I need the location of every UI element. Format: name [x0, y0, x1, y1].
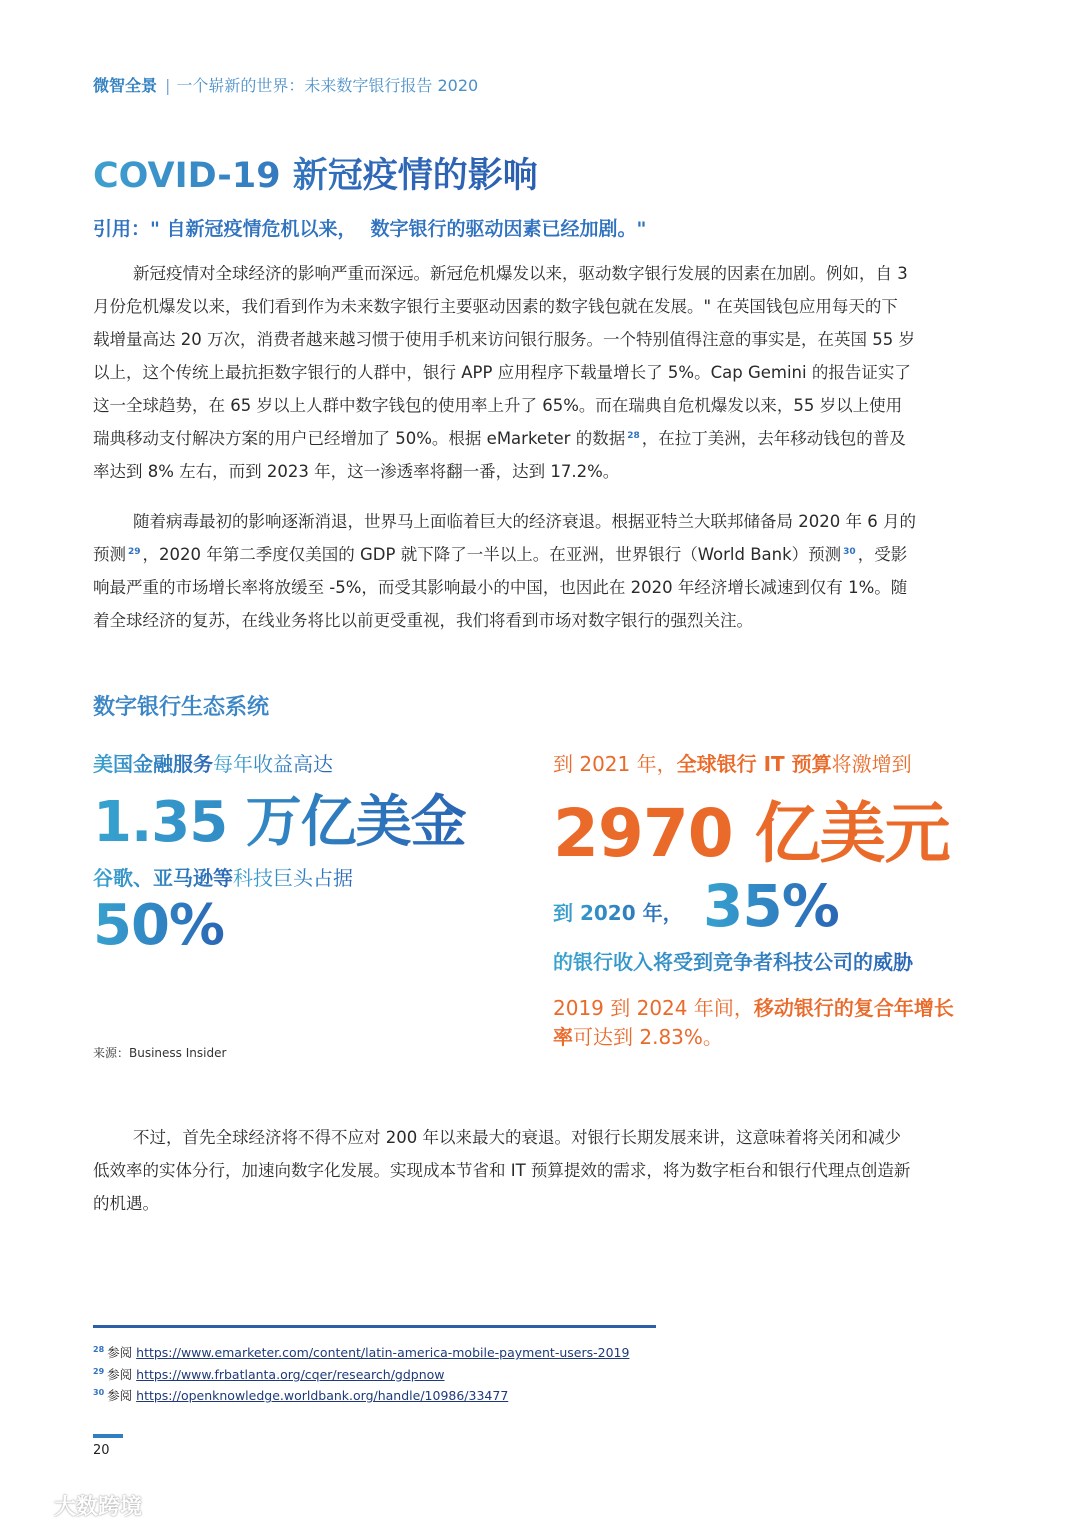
section-heading: 数字银行生态系统 [93, 695, 270, 720]
stat-5-pre: 2019 到 2024 年间， [553, 996, 754, 1020]
stat-2-label [93, 862, 353, 891]
stat-3-label-rest: 将激增到 [831, 752, 912, 776]
stat-3-label-pre: 到 2021 年， [553, 752, 677, 776]
watermark [10, 1490, 142, 1521]
stat-1-value: 1.35 万亿美金 [93, 778, 466, 858]
stat-1-label [93, 748, 333, 777]
stat-4-label-pre [553, 897, 683, 926]
paragraph-line: 的机遇。 [93, 1194, 159, 1213]
paragraph-line: 不过，首先全球经济将不得不应对 200 年以来最大的衰退。对银行长期发展来讲，这意味着将关闭和减少 [133, 1128, 901, 1147]
stat-5-bold: 移动银行的复合年增长 [753, 996, 954, 1020]
stat-5-label [553, 994, 954, 1052]
footnote-label: 参阅 [107, 1345, 133, 1360]
running-header [93, 73, 478, 96]
stat-3-value: 2970 亿美元 [553, 795, 950, 872]
paragraph-line: 响最严重的市场增长率将放缓至 -5%，而受其影响最小的中国，也因此在 2020 年经济增长减速到仅有 1%。随 [93, 578, 908, 597]
footnote-label: 参阅 [107, 1388, 133, 1403]
footnote-link[interactable]: https://www.emarketer.com/content/latin-america-mobile-payment-users-2019 [136, 1345, 630, 1360]
paragraph-line: 随着病毒最初的影响逐渐消退，世界马上面临着巨大的经济衰退。根据亚特兰大联邦储备局 2020 年 6 月的 [133, 512, 916, 531]
quote-line [93, 214, 646, 241]
footnote-ref-28[interactable]: 28 [627, 430, 640, 441]
paragraph-text: 瑞典移动支付解决方案的用户已经增加了 50%。根据 eMarketer 的数据 [93, 429, 626, 448]
paragraph-line: 新冠疫情对全球经济的影响严重而深远。新冠危机爆发以来，驱动数字银行发展的因素在加剧。例如，自 3 [133, 264, 908, 283]
header-report-title: 一个崭新的世界：未来数字银行报告 2020 [176, 76, 479, 95]
stat-3-label-bold: 全球银行 IT 预算 [676, 752, 832, 776]
stat-1-label-rest: 每年收益高达 [213, 752, 333, 776]
paragraph-line: 载增量高达 20 万次，消费者越来越习惯于使用手机来访问银行服务。一个特别值得注意的事实是，在英国 55 岁 [93, 330, 915, 349]
page-number-rule [93, 1434, 123, 1438]
stat-4-value: 35% [703, 872, 839, 940]
stat-1-label-bold: 美国金融服务 [93, 752, 213, 776]
paragraph-text: ，2020 年第二季度仅美国的 GDP 就下降了一半以上。在亚洲，世界银行（World Bank）预测 [142, 545, 842, 564]
footnote-link[interactable]: https://www.frbatlanta.org/cqer/research/gdpnow [136, 1367, 445, 1382]
header-brand: 微智全景 [93, 76, 158, 95]
page-title: COVID-19 新冠疫情的影响 [93, 148, 538, 198]
paragraph-2 [93, 505, 989, 637]
footnote-number: 28 [93, 1344, 105, 1354]
footnote-link[interactable]: https://openknowledge.worldbank.org/handle/10986/33477 [136, 1388, 509, 1403]
paragraph-3 [93, 1121, 989, 1220]
stat-5-rest: 可达到 2.83%。 [573, 1025, 723, 1049]
paragraph-line: 这一全球趋势，在 65 岁以上人群中数字钱包的使用率上升了 65%。而在瑞典自危机爆发以来，55 岁以上使用 [93, 396, 903, 415]
footnote-29 [93, 1365, 445, 1383]
paragraph-text: 预测 [93, 545, 126, 564]
paragraph-line [93, 422, 989, 455]
paragraph-line: 月份危机爆发以来，我们看到作为未来数字银行主要驱动因素的数字钱包就在发展。" 在英国钱包应用每天的下 [93, 297, 898, 316]
stat-4-prefix: 到 2020 年， [553, 901, 683, 925]
stat-4-label-after [553, 946, 913, 975]
footnote-number: 29 [93, 1366, 105, 1376]
watermark-logo-icon [10, 1497, 50, 1519]
footnote-divider [93, 1325, 656, 1328]
quote-prefix: 引用：" 自新冠疫情危机以来， [93, 218, 357, 240]
paragraph-text: ，在拉丁美洲，去年移动钱包的普及 [641, 429, 906, 448]
stat-4-caption: 的银行收入将受到竞争者科技公司的威胁 [553, 950, 913, 974]
footnote-ref-30[interactable]: 30 [843, 546, 856, 557]
footnote-ref-29[interactable]: 29 [128, 546, 141, 557]
page-number: 20 [93, 1443, 110, 1458]
header-separator: | [165, 76, 171, 95]
footnote-30 [93, 1386, 508, 1404]
paragraph-line: 着全球经济的复苏，在线业务将比以前更受重视，我们将看到市场对数字银行的强烈关注。 [93, 611, 753, 630]
paragraph-line [93, 538, 989, 571]
paragraph-1 [93, 257, 989, 488]
source-note: 来源：Business Insider [93, 1046, 227, 1060]
paragraph-line: 以上，这个传统上最抗拒数字银行的人群中，银行 APP 应用程序下载量增长了 5%。Cap Gemini 的报告证实了 [93, 363, 911, 382]
stat-2-label-bold: 谷歌、亚马逊等 [93, 866, 233, 890]
stat-2-value: 50% [93, 893, 225, 958]
paragraph-text: ，受影 [857, 545, 908, 564]
footnote-28 [93, 1343, 629, 1361]
watermark-text: 大数跨境 [54, 1495, 143, 1520]
stat-5-bold-2: 率 [553, 1025, 573, 1049]
paragraph-line: 低效率的实体分行，加速向数字化发展。实现成本节省和 IT 预算提效的需求，将为数字柜台和银行代理点创造新 [93, 1161, 911, 1180]
footnote-label: 参阅 [107, 1367, 133, 1382]
quote-rest: 数字银行的驱动因素已经加剧。" [370, 218, 647, 240]
stat-3-label [553, 748, 912, 777]
footnote-number: 30 [93, 1387, 105, 1397]
stat-2-label-rest: 科技巨头占据 [233, 866, 353, 890]
paragraph-line: 率达到 8% 左右，而到 2023 年，这一渗透率将翻一番，达到 17.2%。 [93, 462, 620, 481]
